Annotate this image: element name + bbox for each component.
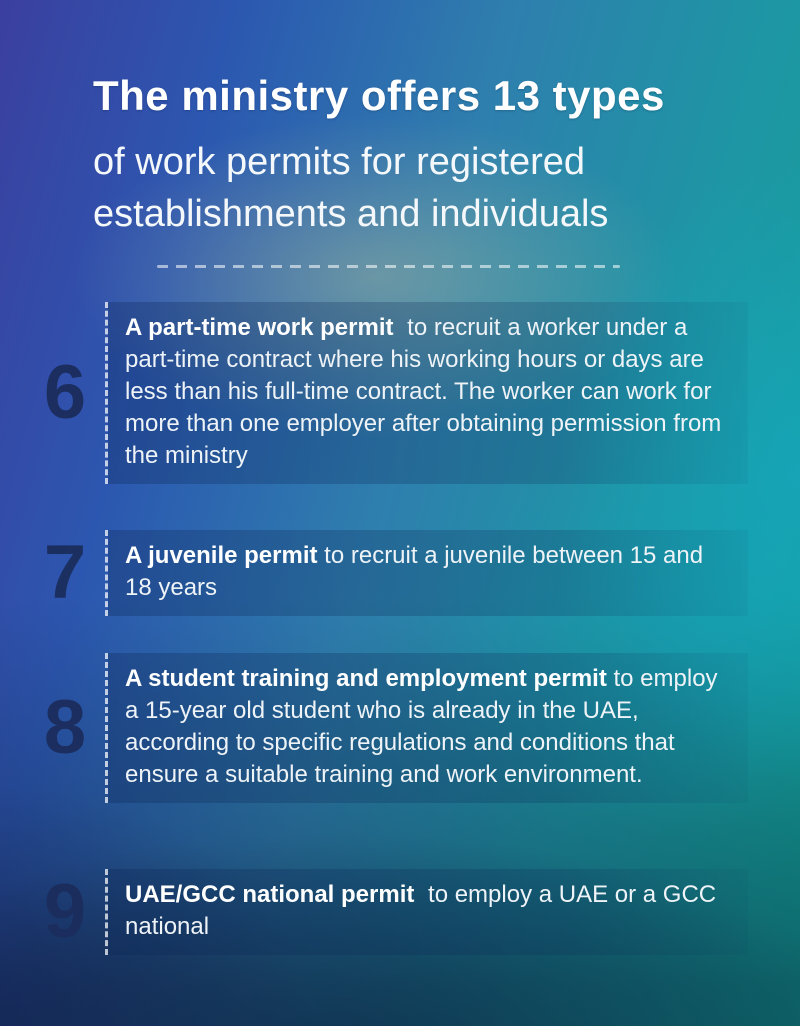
item-rest-6: to recruit a worker under a part-time contract where his working hours or days are less than his full-time contract. The worker can work for more than one employer after obtaining permission from the ministry	[125, 314, 722, 469]
permit-item-9	[43, 869, 748, 955]
title-line-3: establishments and individuals	[93, 193, 609, 235]
item-number-8: 8	[43, 685, 87, 770]
page-title	[93, 72, 665, 240]
title-line-1: The ministry offers 13 types	[93, 72, 665, 119]
item-lead-6: A part-time work permit	[125, 314, 394, 341]
title-line-2: of work permits for registered	[93, 141, 586, 183]
item-text-8	[105, 653, 748, 803]
item-text-6	[105, 302, 748, 484]
item-rest-7: to recruit a juvenile between 15 and 18 years	[125, 542, 704, 601]
item-number-6: 6	[43, 350, 87, 435]
dashed-separator	[157, 265, 620, 268]
item-rest-9: to employ a UAE or a GCC national	[125, 881, 717, 940]
item-text-7	[105, 530, 748, 616]
item-text-9	[105, 869, 748, 955]
item-rest-8: to employ a 15-year old student who is already in the UAE, according to specific regulations and conditions that ensure a suitable training and work environment.	[125, 665, 718, 788]
permit-item-6	[43, 302, 748, 484]
permit-item-8	[43, 653, 748, 803]
item-lead-9: UAE/GCC national permit	[125, 881, 415, 908]
item-lead-7: A juvenile permit	[125, 542, 318, 569]
item-number-9: 9	[43, 869, 87, 954]
permit-item-7	[43, 530, 748, 616]
item-lead-8: A student training and employment permit	[125, 665, 607, 692]
item-number-7: 7	[43, 530, 87, 615]
